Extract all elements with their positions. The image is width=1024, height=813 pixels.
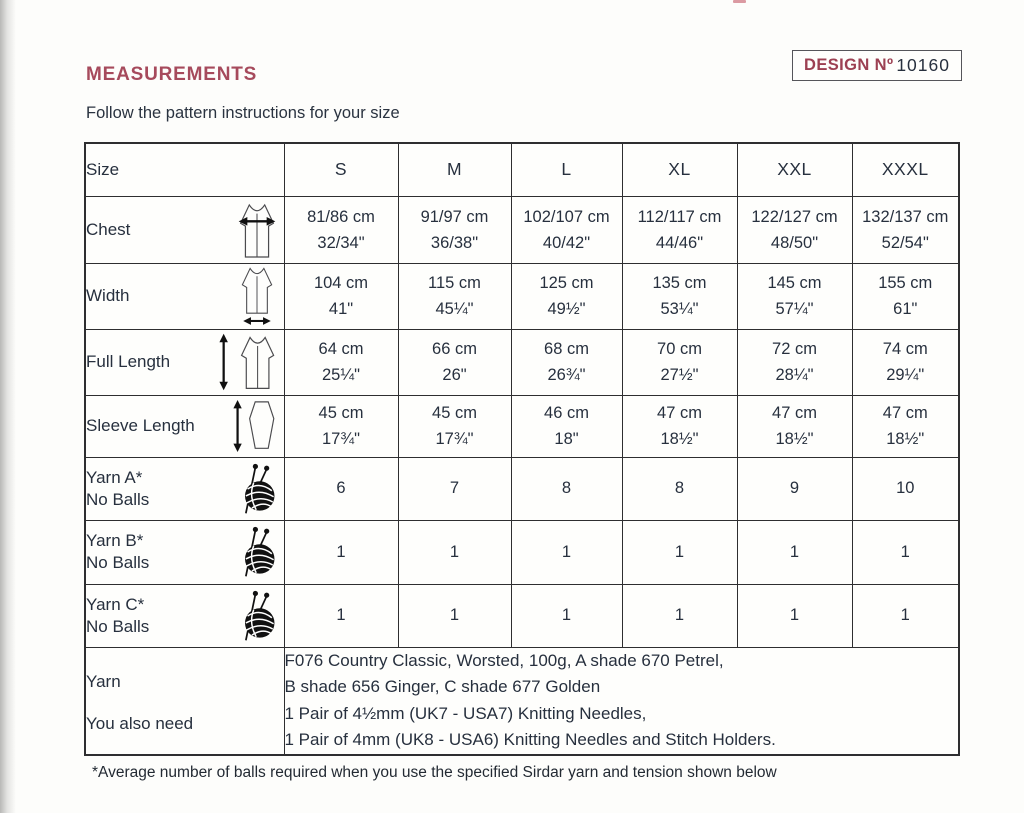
yarn-c-value: 1 [852, 584, 959, 647]
sleeve-length-row [85, 395, 959, 457]
full-length-value: 68 cm 26¾" [511, 329, 622, 395]
size-col-l: L [511, 143, 622, 196]
yarn-b-label: Yarn B* No Balls [86, 531, 150, 572]
width-value: 145 cm 57¼" [737, 263, 852, 329]
width-value: 135 cm 53¼" [622, 263, 737, 329]
full-length-value: 64 cm 25¼" [284, 329, 398, 395]
yarn-b-value: 1 [852, 520, 959, 584]
yarn-b-value: 1 [398, 520, 511, 584]
full-length-value: 70 cm 27½" [622, 329, 737, 395]
yarn-b-value: 1 [284, 520, 398, 584]
yarn-ball-needles-icon [232, 460, 284, 518]
full-length-value: 66 cm 26" [398, 329, 511, 395]
page-title: MEASUREMENTS [86, 64, 258, 85]
size-header-label: Size [85, 143, 284, 196]
yarn-b-value: 1 [737, 520, 852, 584]
size-col-xxxl: XXXL [852, 143, 959, 196]
yarn-c-value: 1 [284, 584, 398, 647]
footnote: *Average number of balls required when you use the specified Sirdar yarn and tension shown below [92, 764, 777, 781]
design-number-value: 10160 [896, 55, 950, 75]
yarn-info-row [85, 647, 959, 755]
page-subtitle: Follow the pattern instructions for your size [86, 104, 400, 122]
sleeve-length-arrow-icon [232, 398, 284, 454]
chest-label: Chest [86, 219, 131, 239]
chest-value: 112/117 cm 44/46" [622, 196, 737, 263]
measurements-table [84, 142, 960, 756]
yarn-c-row [85, 584, 959, 647]
size-col-s: S [284, 143, 398, 196]
chest-value: 91/97 cm 36/38" [398, 196, 511, 263]
yarn-a-value: 10 [852, 457, 959, 520]
chest-value: 122/127 cm 48/50" [737, 196, 852, 263]
full-length-row [85, 329, 959, 395]
yarn-c-label: Yarn C* No Balls [86, 594, 150, 636]
yarn-b-value: 1 [622, 520, 737, 584]
chest-row [85, 196, 959, 263]
yarn-c-value: 1 [737, 584, 852, 647]
yarn-b-row [85, 520, 959, 584]
chest-value: 81/86 cm 32/34" [284, 196, 398, 263]
yarn-c-value: 1 [622, 584, 737, 647]
yarn-a-label: Yarn A* No Balls [86, 467, 150, 509]
cardigan-length-arrow-icon [218, 332, 284, 392]
yarn-info-line: 1 Pair of 4½mm (UK7 - USA7) Knitting Needles, [284, 703, 647, 723]
width-value: 155 cm 61" [852, 263, 959, 329]
size-col-xxl: XXL [737, 143, 852, 196]
width-row [85, 263, 959, 329]
yarn-info-line: 1 Pair of 4mm (UK8 - USA6) Knitting Needles and Stitch Holders. [284, 730, 776, 749]
sleeve-length-label: Sleeve Length [86, 416, 195, 435]
sleeve-length-value: 45 cm 17¾" [398, 395, 511, 457]
full-length-label: Full Length [86, 352, 171, 371]
cardigan-chest-arrow-icon [230, 200, 284, 260]
sleeve-length-value: 47 cm 18½" [737, 395, 852, 457]
scan-artifact-mark [733, 0, 746, 3]
width-value: 125 cm 49½" [511, 263, 622, 329]
width-value: 104 cm 41" [284, 263, 398, 329]
yarn-ball-needles-icon [232, 587, 284, 645]
yarn-info-line: B shade 656 Ginger, C shade 677 Golden [284, 677, 601, 696]
sleeve-length-value: 45 cm 17¾" [284, 395, 398, 457]
yarn-ball-needles-icon [232, 523, 284, 581]
yarn-c-value: 1 [511, 584, 622, 647]
yarn-a-row [85, 457, 959, 520]
full-length-value: 72 cm 28¼" [737, 329, 852, 395]
yarn-a-value: 7 [398, 457, 511, 520]
width-label: Width [86, 286, 130, 305]
yarn-a-value: 6 [284, 457, 398, 520]
sleeve-length-value: 47 cm 18½" [622, 395, 737, 457]
chest-value: 132/137 cm 52/54" [852, 196, 959, 263]
size-col-xl: XL [622, 143, 737, 196]
yarn-a-value: 8 [511, 457, 622, 520]
yarn-c-value: 1 [398, 584, 511, 647]
size-header-row [85, 143, 959, 196]
sleeve-length-value: 46 cm 18" [511, 395, 622, 457]
size-col-m: M [398, 143, 511, 196]
design-number-label: DESIGN Nº [804, 56, 894, 74]
sleeve-length-value: 47 cm 18½" [852, 395, 959, 457]
design-number-box [792, 50, 962, 81]
width-value: 115 cm 45¼" [398, 263, 511, 329]
chest-value: 102/107 cm 40/42" [511, 196, 622, 263]
yarn-a-value: 8 [622, 457, 737, 520]
scan-edge-shadow [0, 0, 16, 813]
yarn-b-value: 1 [511, 520, 622, 584]
you-also-need-label: You also need [86, 713, 194, 733]
yarn-info-text [284, 647, 959, 755]
yarn-a-value: 9 [737, 457, 852, 520]
cardigan-width-arrow-icon [230, 265, 284, 327]
yarn-info-label: Yarn [86, 671, 121, 691]
yarn-info-line: F076 Country Classic, Worsted, 100g, A shade 670 Petrel, [284, 650, 724, 670]
full-length-value: 74 cm 29¼" [852, 329, 959, 395]
